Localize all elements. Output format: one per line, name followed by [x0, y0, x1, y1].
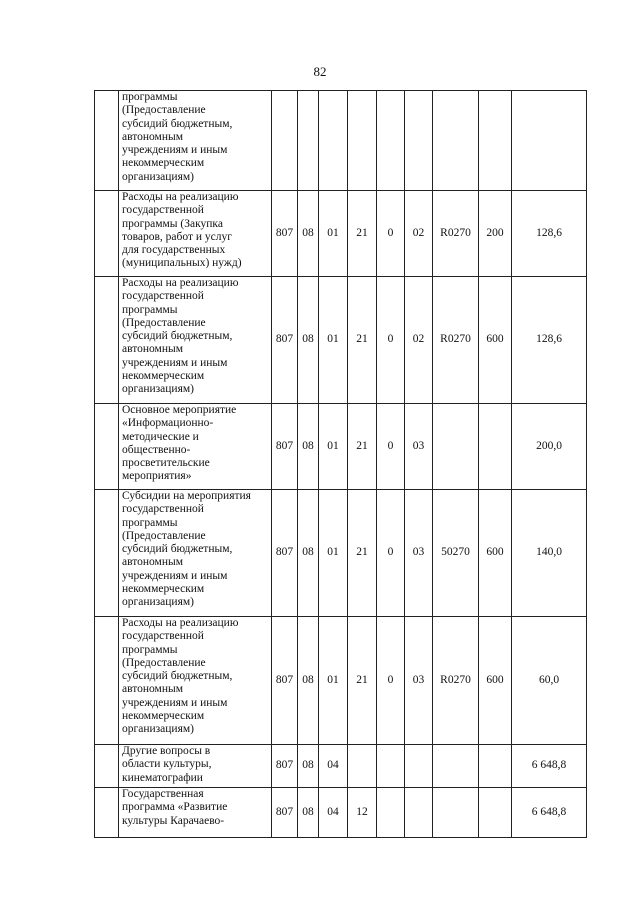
direction-code-cell: [433, 745, 479, 788]
table-row: [95, 404, 587, 490]
table-row: [95, 277, 587, 404]
program-code-cell: [348, 745, 377, 788]
row-number-cell: [95, 490, 119, 617]
direction-code-cell: R0270: [433, 617, 479, 745]
budget-table: [94, 90, 587, 838]
amount-cell: 6 648,8: [512, 788, 587, 838]
expense-type-cell: [479, 745, 512, 788]
table-row: [95, 490, 587, 617]
event-code-cell: [405, 788, 433, 838]
program-code-cell: 12: [348, 788, 377, 838]
ministry-code-cell: 807: [272, 745, 298, 788]
page-number: 82: [313, 64, 327, 79]
expense-type-cell: 600: [479, 617, 512, 745]
row-number-cell: [95, 788, 119, 838]
item-name-cell: программы (Предоставление субсидий бюджетным, автономным учреждениям и иным некоммерческим организациям): [119, 91, 272, 191]
section-code-cell: [298, 91, 319, 191]
program-code-cell: [348, 91, 377, 191]
section-code-cell: 08: [298, 191, 319, 277]
ministry-code-cell: 807: [272, 191, 298, 277]
ministry-code-cell: 807: [272, 277, 298, 404]
item-name-cell: Расходы на реализацию государственной программы (Предоставление субсидий бюджетным, автономным учреждениям и иным некоммерческим организациям): [119, 277, 272, 404]
subsection-code-cell: [319, 91, 348, 191]
subsection-code-cell: 01: [319, 277, 348, 404]
expense-type-cell: 200: [479, 191, 512, 277]
direction-code-cell: R0270: [433, 277, 479, 404]
subsection-code-cell: 01: [319, 404, 348, 490]
subsection-code-cell: 04: [319, 788, 348, 838]
subprogram-code-cell: 0: [377, 404, 405, 490]
table-row: [95, 788, 587, 838]
amount-cell: 60,0: [512, 617, 587, 745]
event-code-cell: 02: [405, 191, 433, 277]
program-code-cell: 21: [348, 617, 377, 745]
subprogram-code-cell: 0: [377, 490, 405, 617]
section-code-cell: 08: [298, 745, 319, 788]
table-row: [95, 745, 587, 788]
program-code-cell: 21: [348, 191, 377, 277]
item-name-cell: Субсидии на мероприятия государственной программы (Предоставление субсидий бюджетным, автономным учреждениям и иным некоммерческим организациям): [119, 490, 272, 617]
event-code-cell: 03: [405, 617, 433, 745]
direction-code-cell: 50270: [433, 490, 479, 617]
subsection-code-cell: 01: [319, 490, 348, 617]
amount-cell: 6 648,8: [512, 745, 587, 788]
ministry-code-cell: 807: [272, 404, 298, 490]
expense-type-cell: 600: [479, 277, 512, 404]
program-code-cell: 21: [348, 490, 377, 617]
direction-code-cell: R0270: [433, 191, 479, 277]
direction-code-cell: [433, 91, 479, 191]
amount-cell: [512, 91, 587, 191]
section-code-cell: 08: [298, 617, 319, 745]
row-number-cell: [95, 91, 119, 191]
subsection-code-cell: 04: [319, 745, 348, 788]
ministry-code-cell: 807: [272, 617, 298, 745]
event-code-cell: 03: [405, 404, 433, 490]
ministry-code-cell: 807: [272, 490, 298, 617]
amount-cell: 128,6: [512, 277, 587, 404]
subprogram-code-cell: [377, 91, 405, 191]
subprogram-code-cell: 0: [377, 277, 405, 404]
subprogram-code-cell: 0: [377, 617, 405, 745]
expense-type-cell: [479, 404, 512, 490]
direction-code-cell: [433, 404, 479, 490]
program-code-cell: 21: [348, 404, 377, 490]
section-code-cell: 08: [298, 404, 319, 490]
item-name-cell: Расходы на реализацию государственной программы (Предоставление субсидий бюджетным, автономным учреждениям и иным некоммерческим организациям): [119, 617, 272, 745]
amount-cell: 128,6: [512, 191, 587, 277]
row-number-cell: [95, 277, 119, 404]
row-number-cell: [95, 191, 119, 277]
table-row: [95, 191, 587, 277]
expense-type-cell: 600: [479, 490, 512, 617]
table-row: [95, 91, 587, 191]
subprogram-code-cell: [377, 745, 405, 788]
section-code-cell: 08: [298, 277, 319, 404]
item-name-cell: Основное мероприятие «Информационно- методические и общественно- просветительские мероприятия»: [119, 404, 272, 490]
subprogram-code-cell: [377, 788, 405, 838]
table-row: [95, 617, 587, 745]
expense-type-cell: [479, 91, 512, 191]
program-code-cell: 21: [348, 277, 377, 404]
ministry-code-cell: 807: [272, 788, 298, 838]
item-name-cell: Расходы на реализацию государственной программы (Закупка товаров, работ и услуг для государственных (муниципальных) нужд): [119, 191, 272, 277]
ministry-code-cell: [272, 91, 298, 191]
row-number-cell: [95, 745, 119, 788]
row-number-cell: [95, 617, 119, 745]
subprogram-code-cell: 0: [377, 191, 405, 277]
event-code-cell: [405, 745, 433, 788]
item-name-cell: Другие вопросы в области культуры, кинематографии: [119, 745, 272, 788]
event-code-cell: [405, 91, 433, 191]
item-name-cell: Государственная программа «Развитие культуры Карачаево-: [119, 788, 272, 838]
section-code-cell: 08: [298, 490, 319, 617]
amount-cell: 200,0: [512, 404, 587, 490]
direction-code-cell: [433, 788, 479, 838]
amount-cell: 140,0: [512, 490, 587, 617]
section-code-cell: 08: [298, 788, 319, 838]
subsection-code-cell: 01: [319, 191, 348, 277]
expense-type-cell: [479, 788, 512, 838]
event-code-cell: 03: [405, 490, 433, 617]
subsection-code-cell: 01: [319, 617, 348, 745]
row-number-cell: [95, 404, 119, 490]
event-code-cell: 02: [405, 277, 433, 404]
